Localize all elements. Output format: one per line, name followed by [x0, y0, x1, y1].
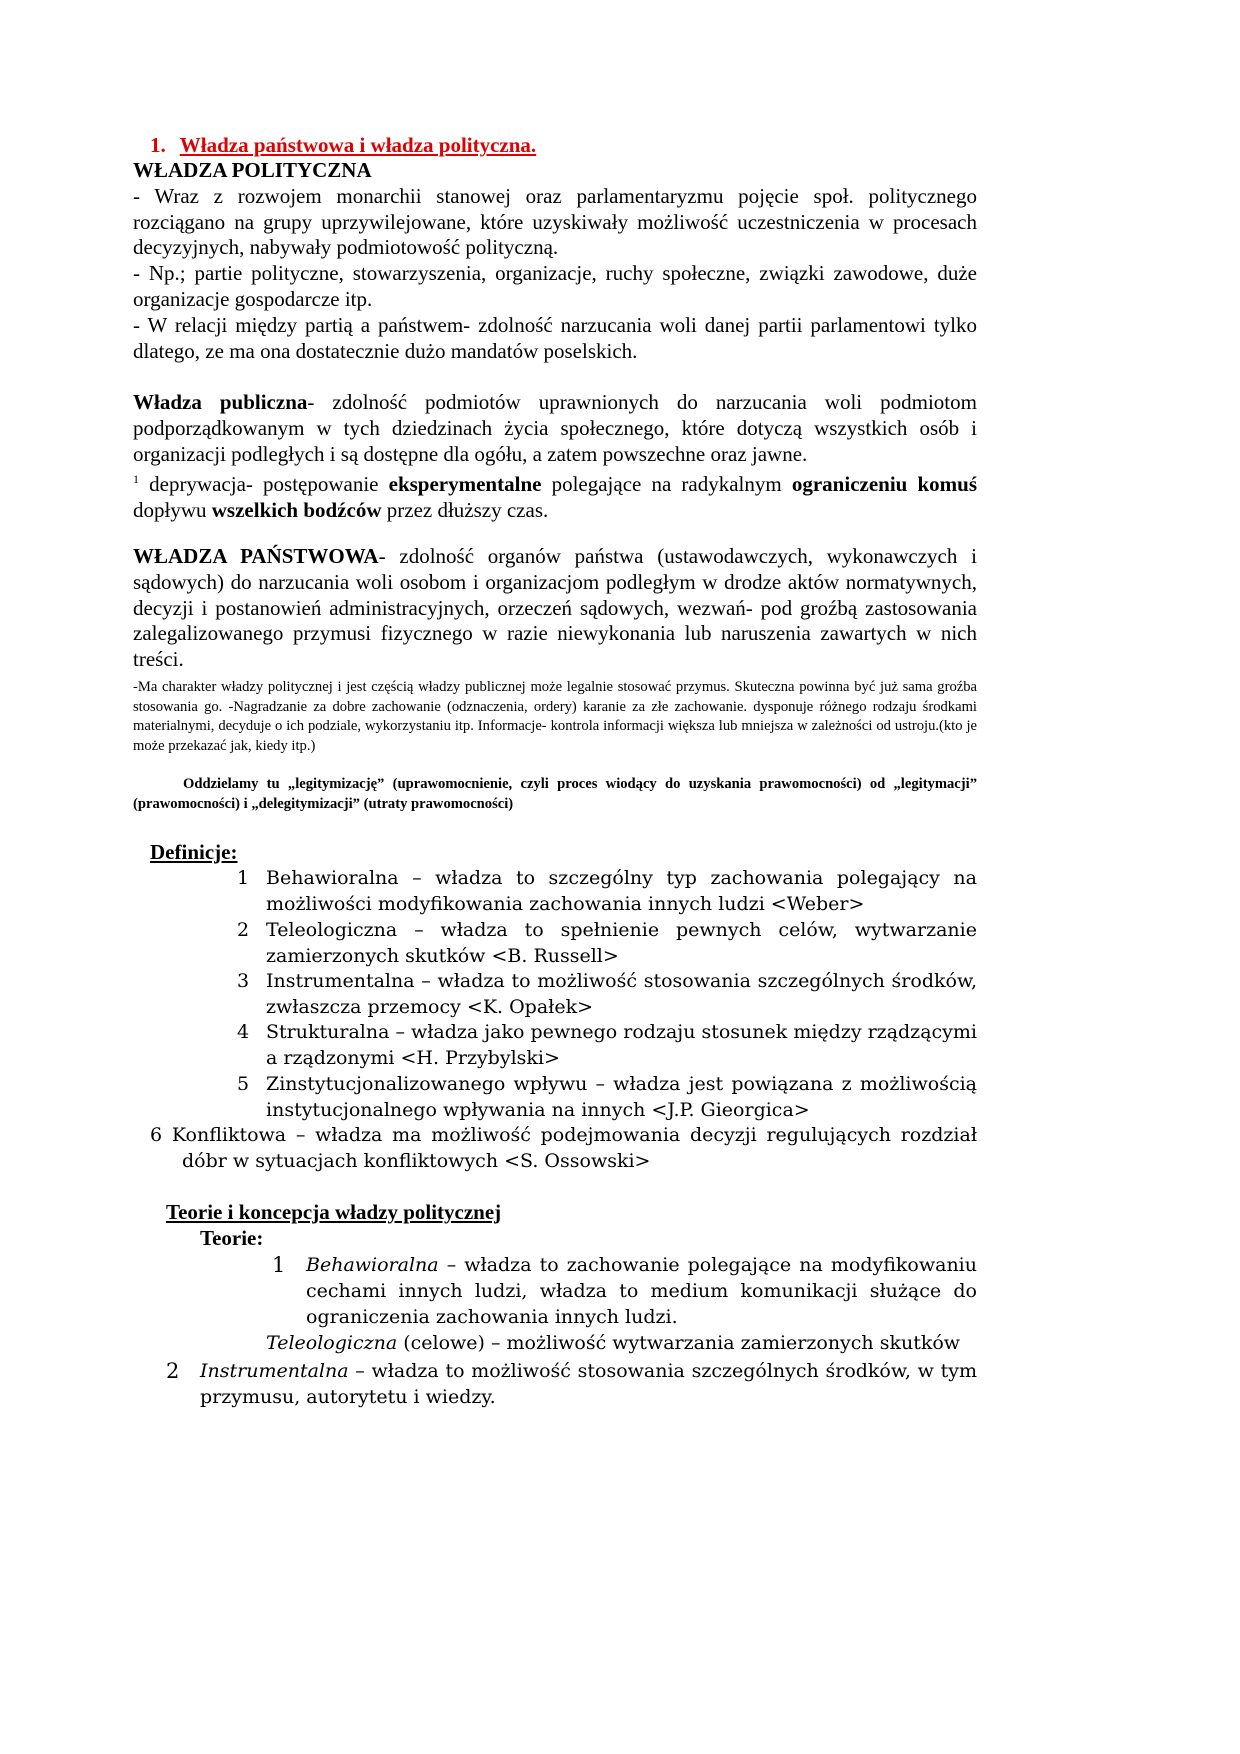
heading-number: 1. [150, 133, 166, 157]
paragraph: - W relacji między partią a państwem- zdolność narzucania woli danej partii parlamentowi tylko dlatego, ze ma ona dostatecznie dużo mandatów poselskich. [133, 312, 977, 363]
theory-term: Instrumentalna [200, 1360, 349, 1382]
paragraph: - Wraz z rozwojem monarchii stanowej oraz parlamentaryzmu pojęcie społ. politycznego rozciągano na grupy uprzywilejowane, które uzyskiwały możliwość uczestniczenia w procesach decyzyjnych, nabywały podmiotowość polityczną. [133, 183, 977, 260]
theory-item [166, 1359, 977, 1411]
item-number: 6 [150, 1124, 163, 1146]
public-power-definition: - zdolność podmiotów uprawnionych do narzucania woli podmiotom podporządkowanym w tych dziedzinach życia społecznego, które dotyczą wszystkich osób i organizacji podległych i są dostępne dla ogółu, a zatem powszechne oraz jawne. [133, 390, 977, 466]
definition-item [237, 918, 977, 970]
item-number: 1 [272, 1253, 286, 1277]
definition-item [237, 969, 977, 1021]
theories-title: Teorie i koncepcja władzy politycznej [166, 1200, 502, 1224]
definition-item [150, 1123, 977, 1175]
theory-item [272, 1253, 977, 1330]
definitions-title: Definicje: [150, 840, 238, 864]
footnote-text: deprywacja- postępowanie [139, 472, 389, 497]
footnote-text: dopływu [133, 498, 212, 523]
theories-subtitle: Teorie: [200, 1226, 264, 1250]
footnote-bold: wszelkich bodźców [211, 498, 382, 523]
public-power-term: Władza publiczna [133, 390, 308, 414]
item-number: 2 [166, 1359, 180, 1383]
item-text: Konfliktowa – władza ma możliwość podejmowania decyzji regulujących rozdział dóbr w sytuacjach konfliktowych <S. Ossowski> [171, 1124, 977, 1172]
item-number: 3 [237, 970, 250, 992]
footnote [133, 467, 977, 524]
item-text: – władza to zachowanie polegające na modyfikowaniu cechami innych ludzi, władza to medium komunikacji służące do ograniczenia zachowania innych ludzi. [306, 1254, 977, 1328]
state-power-definition: - zdolność organów państwa (ustawodawczych, wykonawczych i sądowych) do narzucania woli osobom i organizacjom podległym w drodze aktów normatywnych, decyzji i postanowień administracyjnych, orzeczeń sądowych, wezwań- pod groźbą zastosowania zalegalizowanego przymusi fizycznego w razie niewykonania lub naruszenia zawartych w nich treści. [133, 544, 977, 672]
heading-title: Władza państwowa i władza polityczna. [179, 133, 537, 157]
footnote-mark: 1 [133, 472, 139, 487]
theory-item [266, 1331, 977, 1357]
state-power-section [133, 544, 977, 673]
definition-item [237, 1072, 977, 1124]
paragraph: - Np.; partie polityczne, stowarzyszenia, organizacje, ruchy społeczne, związki zawodowe, duże organizacje gospodarcze itp. [133, 261, 977, 311]
item-number: 4 [237, 1021, 250, 1043]
item-number: 5 [237, 1073, 250, 1095]
definition-item [237, 1020, 977, 1072]
item-text: Instrumentalna – władza to możliwość stosowania szczególnych środków, zwłaszcza przemocy <K. Opałek> [266, 970, 977, 1018]
political-power-title: WŁADZA POLITYCZNA [133, 158, 372, 182]
legitimacy-note: Oddzielamy tu „legitymizację” (uprawomocnienie, czyli proces wiodący do uzyskania prawomocności) od „legitymacji” (prawomocności) i „delegitymizacji” (utraty prawomocności) [133, 776, 977, 812]
item-text: Behawioralna – władza to szczególny typ zachowania polegający na możliwości modyfikowania zachowania innych ludzi <Weber> [266, 867, 977, 915]
section-heading [150, 133, 536, 158]
political-power-section [133, 158, 977, 364]
item-number: 1 [237, 867, 250, 889]
item-text: (celowe) – możliwość wytwarzania zamierzonych skutków [397, 1332, 961, 1354]
footnote-text: polegające na radykalnym [541, 472, 792, 497]
item-text: Teleologiczna – władza to spełnienie pewnych celów, wytwarzanie zamierzonych skutków <B. Russell> [266, 919, 977, 967]
theory-term: Behawioralna [306, 1254, 439, 1276]
footnote-bold: eksperymentalne [388, 472, 542, 497]
state-power-term: WŁADZA PAŃSTWOWA [133, 544, 379, 568]
footnote-bold: ograniczeniu komuś [791, 472, 977, 497]
item-number: 2 [237, 919, 250, 941]
theory-term: Teleologiczna [266, 1332, 398, 1354]
footnote-text: przez dłuższy czas. [381, 498, 549, 523]
public-power-section [133, 390, 977, 524]
item-text: Strukturalna – władza jako pewnego rodzaju stosunek między rządzącymi a rządzonymi <H. Przybylski> [266, 1021, 977, 1069]
item-text: Zinstytucjonalizowanego wpływu – władza jest powiązana z możliwością instytucjonalnego wpływania na innych <J.P. Gieorgica> [266, 1073, 977, 1121]
definition-item [237, 866, 977, 918]
state-power-note: -Ma charakter władzy politycznej i jest częścią władzy publicznej może legalnie stosować przymus. Skuteczna powinna być już sama groźba stosowania go. -Nagradzanie za dobre zachowanie (odznaczenia, ordery) karanie za złe zachowanie. dysponuje różnego rodzaju środkami materialnymi, decyduje o ich podziale, wykorzystaniu itp. Informacje- kontrola informacji większa lub mniejsza w zależności od ustroju.(kto je może przekazać jak, kiedy itp.) [133, 679, 977, 754]
item-text: – władza to możliwość stosowania szczególnych środków, w tym przymusu, autorytetu i wiedzy. [200, 1360, 977, 1408]
